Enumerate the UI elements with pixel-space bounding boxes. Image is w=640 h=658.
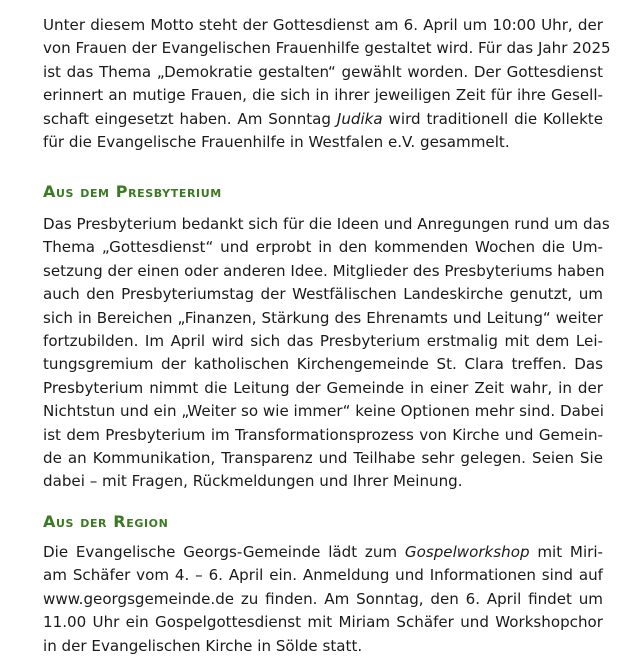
text-line: ist das Thema „Demokratie gestalten“ gewählt worden. Der Gottesdienst bbox=[43, 62, 603, 81]
italic-term: Judika bbox=[336, 109, 383, 128]
text-line: auch den Presbyteriumstag der Westfälischen Landeskirche genutzt, um bbox=[43, 285, 603, 304]
italic-term: Gospelworkshop bbox=[404, 543, 530, 561]
text-line: de an Kommunikation, Transparenz und Teilhabe sehr gelegen. Seien Sie bbox=[43, 449, 603, 468]
text-line: Die Evangelische Georgs-Gemeinde lädt zum Gospelworkshop mit Miri- bbox=[43, 543, 603, 561]
text-line: sich in Bereichen „Finanzen, Stärkung des Ehrenamts und Leitung“ weiter bbox=[43, 308, 603, 327]
text-line: tungsgremium der katholischen Kirchengemeinde St. Clara treffen. Das bbox=[43, 355, 603, 374]
text-line: www.georgsgemeinde.de zu finden. Am Sonntag, den 6. April findet um bbox=[43, 589, 603, 608]
text-line: Unter diesem Motto steht der Gottesdienst am 6. April um 10:00 Uhr, der bbox=[43, 16, 603, 34]
text-line: setzung der einen oder anderen Idee. Mitglieder des Presbyteriums haben bbox=[43, 261, 605, 280]
text-line: dabei – mit Fragen, Rückmeldungen und Ihrer Meinung. bbox=[43, 472, 463, 491]
text-line: erinnert an mutige Frauen, die sich in ihrer jeweiligen Zeit für ihre Gesell- bbox=[43, 86, 603, 105]
section-title-presbyterium: Aus dem Presbyterium bbox=[43, 182, 222, 201]
section-title-region: Aus der Region bbox=[43, 512, 169, 531]
text-line: fortzubilden. Im April wird sich das Presbyterium erstmalig mit dem Lei- bbox=[43, 332, 603, 351]
region-paragraph bbox=[43, 541, 603, 658]
text-line: am Schäfer vom 4. – 6. April ein. Anmeldung und Informationen sind auf bbox=[43, 566, 603, 585]
text-line: Presbyterium nimmt die Leitung der Gemeinde in einer Zeit wahr, in der bbox=[43, 378, 603, 397]
text-line: Das Presbyterium bedankt sich für die Ideen und Anregungen rund um das bbox=[43, 215, 610, 233]
text-line: 11.00 Uhr ein Gospelgottesdienst mit Miriam Schäfer und Workshopchor bbox=[43, 613, 603, 632]
presbyterium-paragraph bbox=[43, 213, 610, 494]
text-line: in der Evangelischen Kirche in Sölde statt. bbox=[43, 636, 363, 655]
text-line: ist dem Presbyterium im Transformationsprozess von Kirche und Gemein- bbox=[43, 425, 603, 444]
text-line: schaft eingesetzt haben. Am Sonntag Judika wird traditionell die Kollekte bbox=[43, 109, 604, 128]
cut-off-heading bbox=[43, 0, 603, 1]
text-line: für die Evangelische Frauenhilfe in Westfalen e.V. gesammelt. bbox=[43, 133, 510, 152]
text-line: Thema „Gottesdienst“ und erprobt in den kommenden Wochen die Um- bbox=[43, 238, 603, 257]
intro-paragraph bbox=[43, 14, 611, 154]
text-line: Nichtstun und ein „Weiter so wie immer“ keine Optionen mehr sind. Dabei bbox=[43, 402, 604, 421]
text-line: von Frauen der Evangelischen Frauenhilfe gestaltet wird. Für das Jahr 2025 bbox=[43, 39, 611, 58]
